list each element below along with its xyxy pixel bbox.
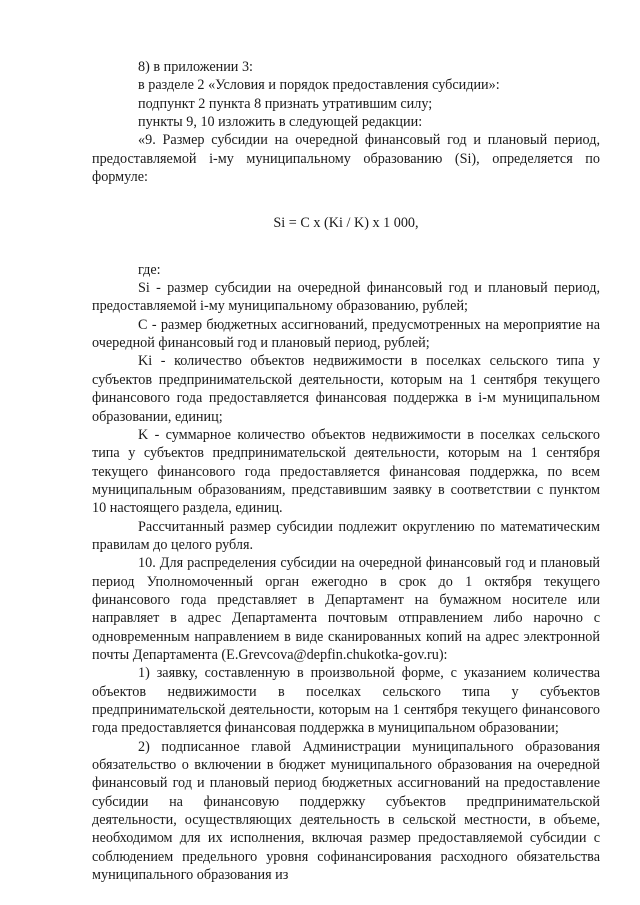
definition-k: K - суммарное количество объектов недвижимости в поселках сельского типа у субъектов предпринимательской деятельности, которым на 1 сентября текущего финансового года предоставляется финансовая поддержка, по всем муниципальным образованиям, представившим заявку в соответствии с пунктом 10 настоящего раздела, единиц. bbox=[92, 426, 600, 517]
paragraph-point-10: 10. Для распределения субсидии на очередной финансовый год и плановый период Уполномоченный орган ежегодно в срок до 1 октября текущего финансового года представляет в Департамент на бумажном носителе или направляет в адрес Департамента почтовым отправлением либо нарочно с одновременным направлением в виде сканированных копий на адрес электронной почты Департамента (E.Grevcova@depfin.chukotka-gov.ru): bbox=[92, 555, 600, 663]
definition-si: Si - размер субсидии на очередной финансовый год и плановый период, предоставляемой i-му муниципальному образованию, рублей; bbox=[92, 280, 600, 315]
definition-ki: Ki - количество объектов недвижимости в поселках сельского типа у субъектов предпринимательской деятельности, которым на 1 сентября текущего финансового года предоставляется финансовая поддержка в i-м муниципальном образовании, единиц; bbox=[92, 353, 600, 425]
list-item-1: 1) заявку, составленную в произвольной форме, с указанием количества объектов недвижимости в поселках сельского типа у субъектов предпринимательской деятельности, которым на 1 сентября текущего финансового года предоставляется финансовая поддержка в муниципальном образовании; bbox=[92, 665, 600, 737]
document-page bbox=[92, 58, 600, 884]
paragraph-subpoint-2: подпункт 2 пункта 8 признать утратившим силу; bbox=[138, 95, 433, 112]
paragraph-rounding: Рассчитанный размер субсидии подлежит округлению по математическим правилам до целого рубля. bbox=[92, 518, 600, 553]
list-item-2: 2) подписанное главой Администрации муниципального образования обязательство о включении в бюджет муниципального образования на очередной финансовый год и плановый период бюджетных ассигнований на предоставление субсидии на финансовую поддержку субъектов предпринимательской деятельности, осуществляющих деятельность в сельской местности, в объеме, необходимом для их исполнения, включая размер предоставляемой субсидии с соблюдением предельного уровня софинансирования расходного обязательства муниципального образования из bbox=[92, 738, 600, 884]
paragraph-item-8: 8) в приложении 3: bbox=[138, 59, 253, 75]
paragraph-where: где: bbox=[138, 261, 161, 278]
paragraph-section-2: в разделе 2 «Условия и порядок предоставления субсидии»: bbox=[138, 77, 500, 94]
definition-c: С - размер бюджетных ассигнований, предусмотренных на мероприятие на очередной финансовый год и плановый период, рублей; bbox=[92, 316, 600, 352]
paragraph-point-9: «9. Размер субсидии на очередной финансовый год и плановый период, предоставляемой i-му муниципальному образованию (Si), определяется по формуле: bbox=[92, 132, 600, 186]
formula: Si = C x (Ki / K) x 1 000, bbox=[273, 215, 419, 232]
paragraph-points-9-10: пункты 9, 10 изложить в следующей редакции: bbox=[138, 114, 423, 131]
